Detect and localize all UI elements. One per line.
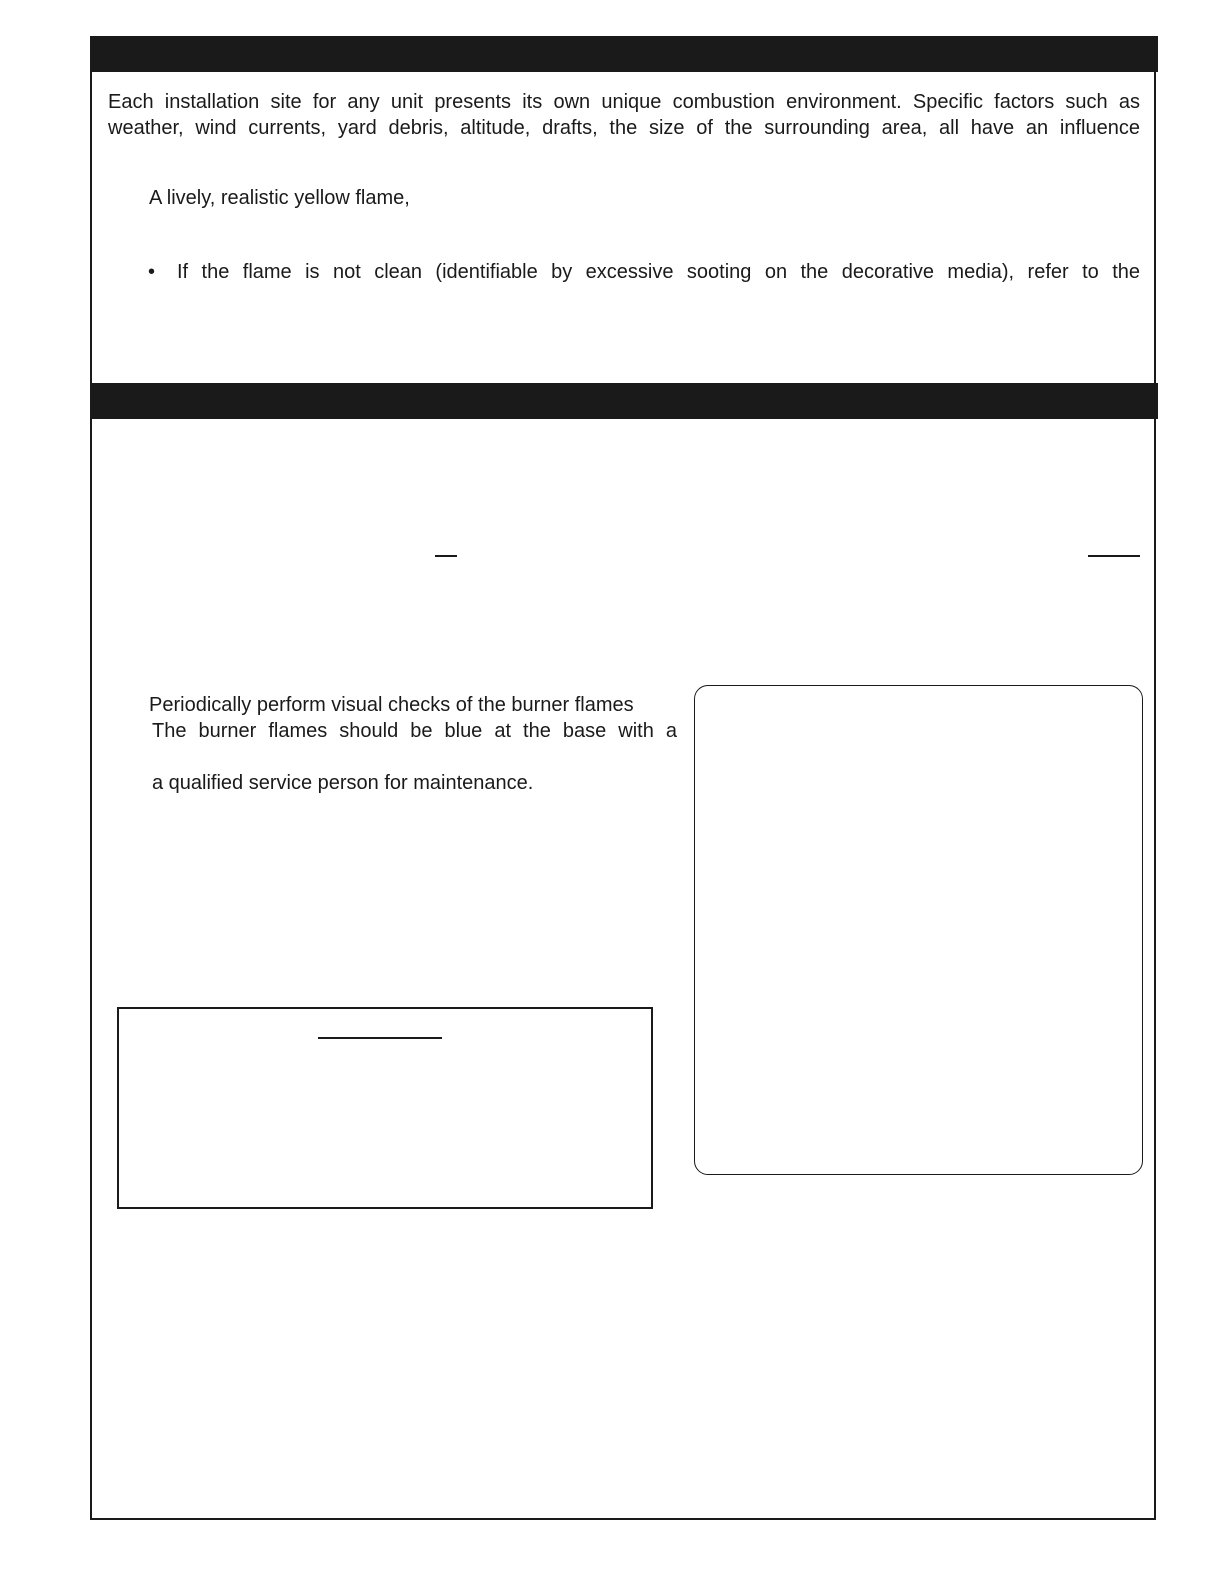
section-header-bar-top (90, 36, 1158, 72)
notice-box-heading-underline (318, 1037, 442, 1039)
intro-paragraph-line-2: weather, wind currents, yard debris, altitude, drafts, the size of the surrounding area, all have an influence (108, 117, 1140, 139)
intro-paragraph-line-1: Each installation site for any unit presents its own unique combustion environment. Specific factors such as (108, 91, 1140, 113)
visual-check-line-1: Periodically perform visual checks of the burner flames (149, 694, 634, 716)
section-header-bar-maintenance (90, 383, 1158, 419)
sooting-bullet-text: If the flame is not clean (identifiable by excessive sooting on the decorative media), refer to the (177, 261, 1140, 283)
visual-check-line-2: The burner flames should be blue at the base with a (152, 720, 677, 742)
bullet-icon: • (148, 261, 156, 283)
underline-mark-right (1088, 555, 1140, 557)
visual-check-line-3: a qualified service person for maintenance. (152, 772, 534, 794)
underline-mark-left (435, 555, 457, 557)
flame-description: A lively, realistic yellow flame, (149, 187, 410, 209)
illustration-panel (694, 685, 1143, 1175)
